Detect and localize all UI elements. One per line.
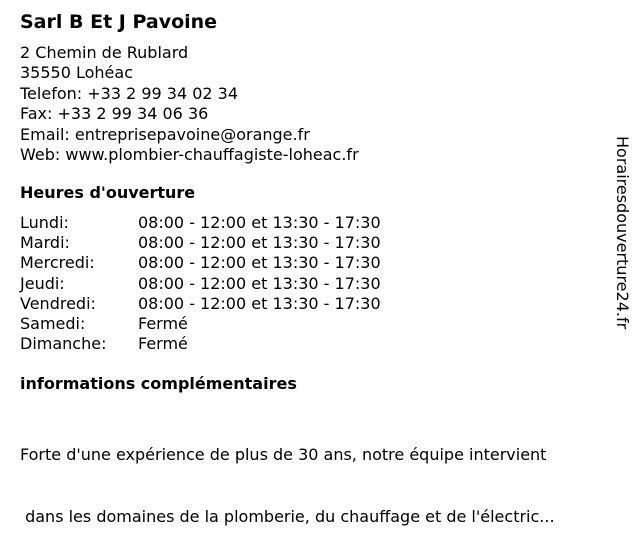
day-hours: 08:00 - 12:00 et 13:30 - 17:30 <box>138 293 381 313</box>
hours-row-monday <box>20 213 381 233</box>
day-hours: 08:00 - 12:00 et 13:30 - 17:30 <box>138 213 381 232</box>
day-label: Mardi: <box>20 233 70 253</box>
day-hours: Fermé <box>138 334 188 354</box>
business-name: Sarl B Et J Pavoine <box>20 11 218 33</box>
phone-line: Telefon: +33 2 99 34 02 34 <box>20 83 239 103</box>
hours-row-friday <box>20 294 381 314</box>
hours-row-saturday <box>20 314 381 334</box>
hours-row-thursday <box>20 274 381 294</box>
day-hours: 08:00 - 12:00 et 13:30 - 17:30 <box>138 233 381 253</box>
opening-hours-table <box>20 213 381 354</box>
day-label: Jeudi: <box>20 273 65 293</box>
hours-row-sunday <box>20 334 381 354</box>
site-watermark: Horairesdouverture24.fr <box>613 136 632 330</box>
day-label: Dimanche: <box>20 334 107 354</box>
opening-hours-heading: Heures d'ouverture <box>20 183 196 202</box>
description-line: dans les domaines de la plomberie, du chauffage et de l'électric... <box>20 506 555 526</box>
day-label: Lundi: <box>20 213 69 232</box>
contact-block <box>20 43 359 165</box>
hours-row-tuesday <box>20 233 381 253</box>
additional-info-text <box>20 404 610 548</box>
day-label: Mercredi: <box>20 253 95 273</box>
fax-line: Fax: +33 2 99 34 06 36 <box>20 104 209 124</box>
day-label: Vendredi: <box>20 293 96 313</box>
day-label: Samedi: <box>20 314 86 334</box>
email-line: Email: entreprisepavoine@orange.fr <box>20 124 310 144</box>
address-city: 35550 Lohéac <box>20 63 133 83</box>
day-hours: 08:00 - 12:00 et 13:30 - 17:30 <box>138 253 381 273</box>
website-line: Web: www.plombier-chauffagiste-loheac.fr <box>20 145 359 165</box>
hours-row-wednesday <box>20 253 381 273</box>
description-line: Forte d'une expérience de plus de 30 ans, notre équipe intervient <box>20 445 547 464</box>
day-hours: Fermé <box>138 314 188 334</box>
address-street: 2 Chemin de Rublard <box>20 43 189 62</box>
additional-info-heading: informations complémentaires <box>20 374 297 393</box>
day-hours: 08:00 - 12:00 et 13:30 - 17:30 <box>138 273 381 293</box>
